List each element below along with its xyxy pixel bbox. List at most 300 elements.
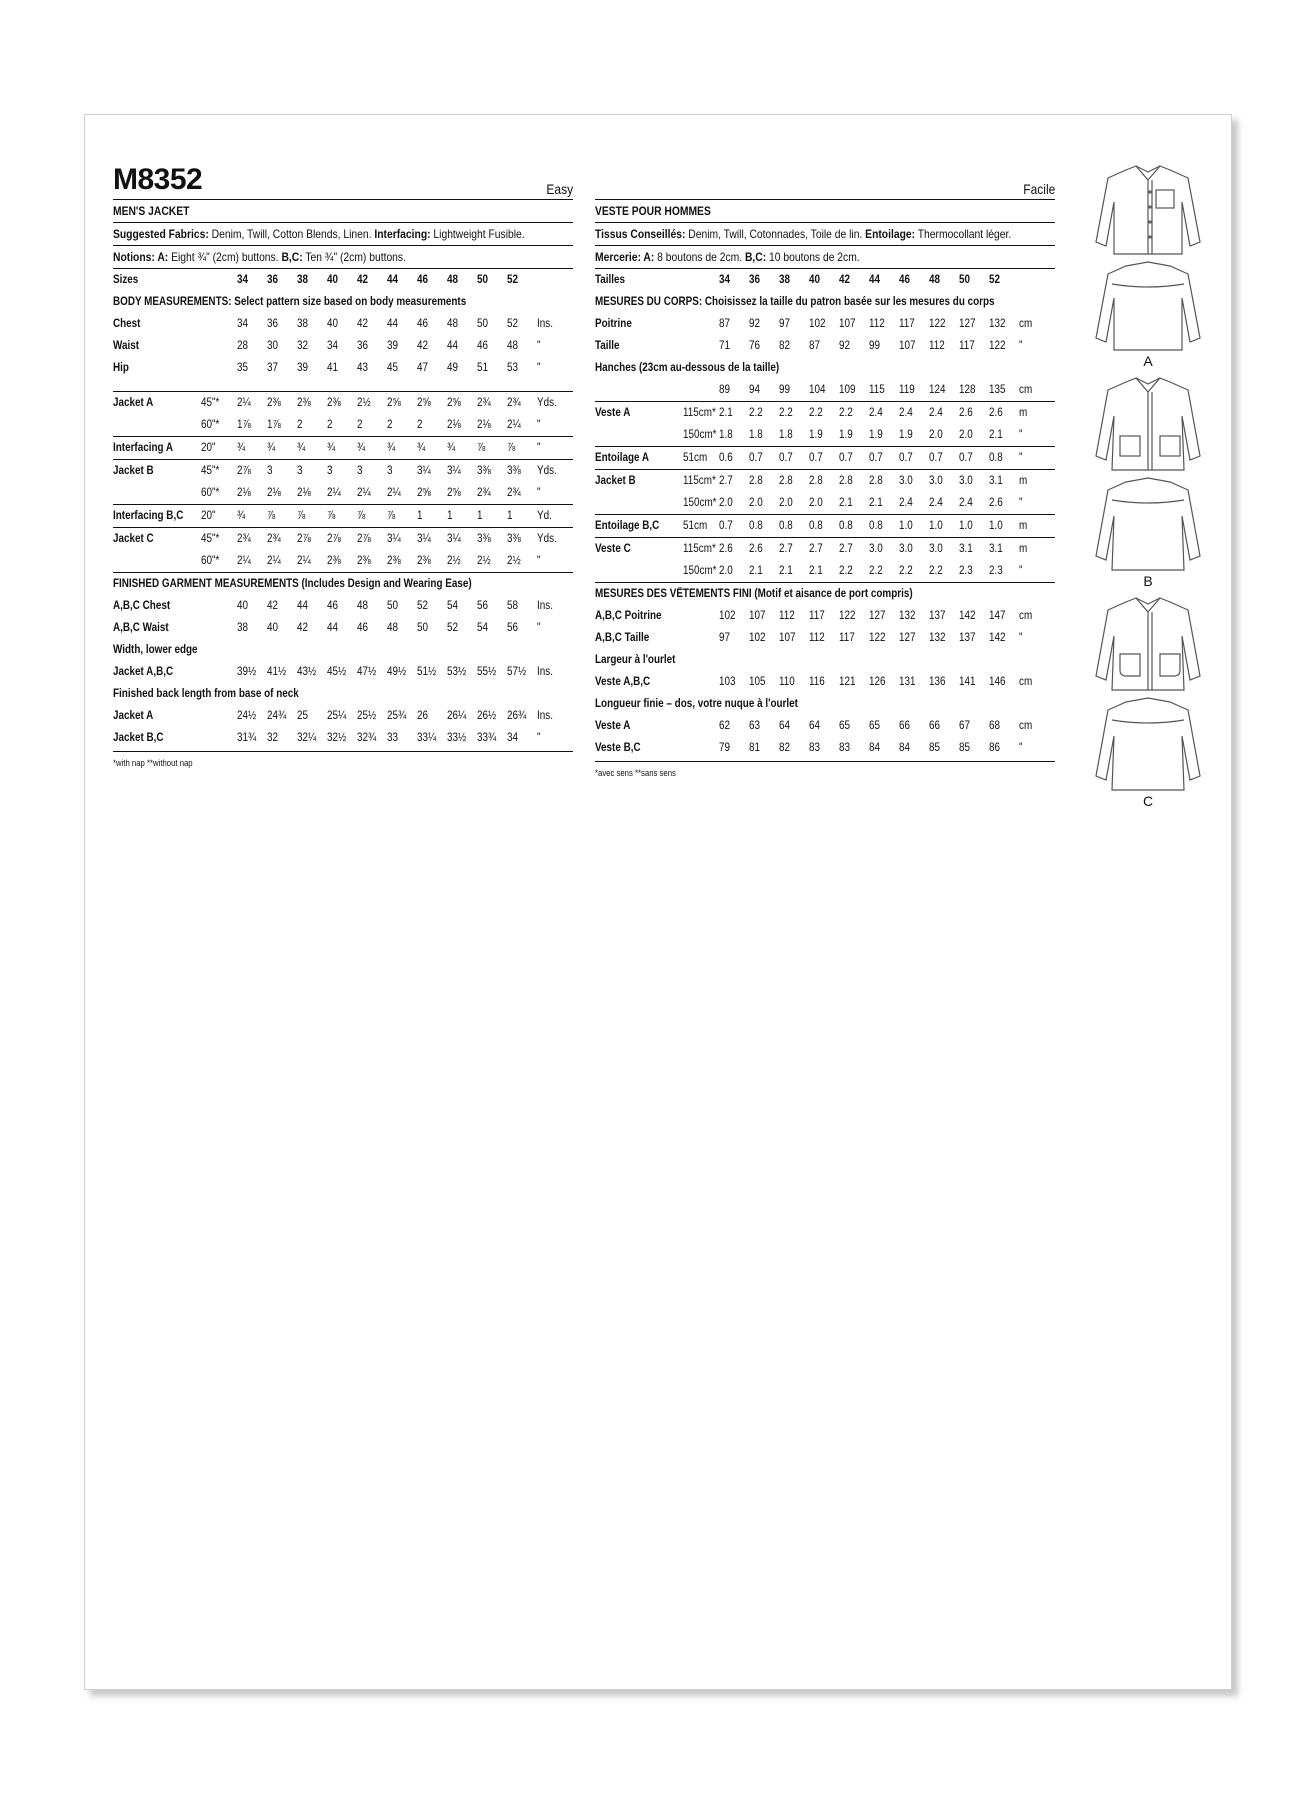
row-label: Veste A,B,C (595, 676, 651, 688)
table-cell: 2⅜ (327, 397, 341, 409)
table-cell: ⅞ (507, 442, 516, 454)
table-cell: 64 (779, 720, 791, 732)
jacket-back-yoke-icon (1090, 258, 1206, 354)
row-label: Entoilage A (595, 452, 650, 464)
table-cell: ¾ (417, 442, 426, 454)
row-label: Jacket C (113, 533, 154, 545)
table-cell: 131 (899, 676, 916, 688)
table-cell: 2⅛ (447, 419, 461, 431)
fabric-width: 115cm* (683, 475, 716, 487)
row-label: Chest (113, 318, 141, 330)
section-heading-row (595, 357, 1055, 379)
table-cell: 1.9 (839, 429, 853, 441)
table-cell: 0.6 (719, 452, 733, 464)
row-label: Jacket B,C (113, 732, 164, 744)
table-cell: 47½ (357, 666, 377, 678)
table-cell: 2⅝ (417, 487, 431, 499)
unit: Yd. (537, 510, 552, 522)
table-cell: ⅞ (357, 510, 366, 522)
table-cell: 112 (929, 340, 945, 352)
table-cell: 39 (387, 340, 399, 352)
table-cell: 55½ (477, 666, 497, 678)
table-cell: 2.2 (839, 407, 853, 419)
table-cell: 2⅜ (387, 555, 401, 567)
table-cell: 3 (297, 465, 303, 477)
table-cell: 2½ (477, 555, 491, 567)
unit: Yds. (537, 533, 557, 545)
table-cell: 1.0 (929, 520, 943, 532)
footnote: *avec sens **sans sens (595, 768, 676, 778)
table-row (595, 515, 1055, 538)
table-cell: 3.0 (929, 543, 943, 555)
table-cell: 1 (417, 510, 423, 522)
table-row (595, 715, 1055, 737)
table-cell: 39 (297, 362, 309, 374)
table-cell: 122 (929, 318, 946, 330)
table-cell: 86 (989, 742, 1001, 754)
table-cell: 38 (297, 274, 309, 286)
table-row (113, 528, 573, 551)
row-label: Interfacing B,C (113, 510, 184, 522)
table-cell: 0.8 (989, 452, 1003, 464)
table-cell: 38 (297, 318, 309, 330)
table-cell: 94 (749, 384, 761, 396)
section-heading: FINISHED GARMENT MEASUREMENTS (Includes Design and Wearing Ease) (113, 578, 472, 590)
table-row (595, 627, 1055, 649)
unit: " (537, 487, 541, 499)
table-cell: 50 (387, 600, 399, 612)
fabric-width: 150cm* (683, 565, 717, 577)
row-label: Veste A (595, 407, 631, 419)
table-cell: 1.8 (749, 429, 763, 441)
table-cell: 25¼ (327, 710, 347, 722)
fabric-width: 115cm* (683, 543, 716, 555)
row-label: Waist (113, 340, 140, 352)
view-illustrations (1090, 162, 1206, 814)
table-cell: 40 (237, 600, 249, 612)
table-cell: 2.0 (719, 565, 733, 577)
table-cell: 2 (297, 419, 303, 431)
table-cell: 122 (989, 340, 1006, 352)
footnote: *with nap **without nap (113, 758, 193, 768)
row-label: Interfacing A (113, 442, 174, 454)
section-heading: Finished back length from base of neck (113, 688, 299, 700)
table-cell: 3 (327, 465, 333, 477)
table-cell: 99 (779, 384, 791, 396)
table-cell: 89 (719, 384, 731, 396)
table-cell: 103 (719, 676, 736, 688)
table-cell: 127 (959, 318, 976, 330)
table-cell: 25¾ (387, 710, 407, 722)
notions-line: Notions: A: Eight ¾" (2cm) buttons. B,C: Ten ¾" (2cm) buttons. (113, 250, 406, 264)
table-cell: 2.4 (929, 407, 943, 419)
row-label: Taille (595, 340, 620, 352)
table-cell: 87 (809, 340, 821, 352)
table-cell: 1.0 (899, 520, 913, 532)
table-cell: 2⅜ (417, 555, 431, 567)
table-cell: 32½ (327, 732, 347, 744)
table-cell: 2¾ (477, 487, 491, 499)
table-cell: 2.6 (719, 543, 733, 555)
table-cell: 0.8 (869, 520, 883, 532)
table-row (113, 460, 573, 483)
table-cell: 44 (297, 600, 309, 612)
table-cell: 51½ (417, 666, 437, 678)
table-cell: 52 (447, 622, 459, 634)
table-cell: ¾ (297, 442, 306, 454)
table-cell: 48 (447, 318, 459, 330)
table-cell: 26¼ (447, 710, 467, 722)
table-cell: 1.0 (989, 520, 1003, 532)
table-cell: 1 (477, 510, 483, 522)
table-cell: 0.7 (899, 452, 913, 464)
table-cell: 36 (357, 340, 369, 352)
table-cell: 42 (267, 600, 279, 612)
table-cell: 2.4 (899, 497, 913, 509)
unit: " (1019, 340, 1023, 352)
table-cell: 79 (719, 742, 731, 754)
table-cell: 128 (959, 384, 976, 396)
table-cell: 84 (869, 742, 881, 754)
table-cell: 3¼ (447, 465, 461, 477)
fabric-width: 45"* (201, 397, 220, 409)
table-row (595, 424, 1055, 447)
table-cell: 2.0 (719, 497, 733, 509)
table-cell: 132 (989, 318, 1006, 330)
table-cell: 2.0 (959, 429, 973, 441)
unit: m (1019, 543, 1028, 555)
table-row (113, 727, 573, 749)
row-label: Jacket A,B,C (113, 666, 174, 678)
table-cell: 2.8 (839, 475, 853, 487)
unit: " (1019, 452, 1023, 464)
table-cell: 3⅜ (507, 533, 521, 545)
table-cell: 2.6 (989, 407, 1003, 419)
table-cell: 0.7 (869, 452, 883, 464)
table-cell: 2⅞ (357, 533, 371, 545)
table-cell: 46 (327, 600, 339, 612)
table-cell: 107 (779, 632, 796, 644)
unit: " (1019, 429, 1023, 441)
table-cell: 44 (869, 274, 881, 286)
pattern-code: M8352 (113, 163, 203, 196)
table-cell: 2.7 (809, 543, 823, 555)
table-cell: 2½ (507, 555, 521, 567)
section-heading: Longueur finie – dos, votre nuque à l'ourlet (595, 698, 798, 710)
table-cell: 107 (749, 610, 766, 622)
sizes-row (113, 269, 573, 291)
measurements-table (595, 269, 1055, 759)
table-cell: 142 (959, 610, 976, 622)
table-cell: 1.8 (779, 429, 793, 441)
table-cell: 44 (327, 622, 339, 634)
table-cell: 46 (477, 340, 489, 352)
difficulty-level: Easy (546, 181, 573, 197)
table-cell: 3 (357, 465, 363, 477)
table-cell: 1 (447, 510, 453, 522)
table-cell: 2⅝ (447, 397, 461, 409)
table-cell: 50 (477, 274, 489, 286)
section-heading-row (113, 639, 573, 661)
table-cell: 39½ (237, 666, 257, 678)
table-cell: 0.8 (839, 520, 853, 532)
table-cell: ¾ (237, 510, 246, 522)
table-cell: 3.0 (929, 475, 943, 487)
table-cell: 1.8 (719, 429, 733, 441)
section-heading-row (595, 693, 1055, 715)
table-cell: 107 (839, 318, 856, 330)
table-cell: 3¼ (417, 465, 431, 477)
table-cell: ¾ (387, 442, 396, 454)
table-cell: 2.1 (719, 407, 733, 419)
table-cell: ⅞ (477, 442, 486, 454)
table-row (595, 492, 1055, 515)
table-cell: 2¼ (237, 397, 251, 409)
table-cell: 65 (869, 720, 881, 732)
table-cell: 2¾ (237, 533, 251, 545)
table-cell: 2.7 (839, 543, 853, 555)
table-row (113, 357, 573, 379)
table-cell: 2¼ (357, 487, 371, 499)
table-cell: 54 (477, 622, 489, 634)
section-heading: MESURES DES VÊTEMENTS FINI (Motif et aisance de port compris) (595, 588, 913, 600)
table-cell: 2.8 (779, 475, 793, 487)
table-cell: 1⅞ (237, 419, 251, 431)
table-cell: ¾ (237, 442, 246, 454)
table-cell: 117 (959, 340, 975, 352)
unit: cm (1019, 610, 1033, 622)
table-cell: 116 (809, 676, 825, 688)
table-cell: 3.0 (959, 475, 973, 487)
table-cell: 97 (779, 318, 791, 330)
table-cell: 109 (839, 384, 856, 396)
unit: " (537, 555, 541, 567)
table-cell: 3.0 (869, 543, 883, 555)
table-cell: 2 (387, 419, 393, 431)
section-heading-row (113, 291, 573, 313)
table-cell: 2.1 (989, 429, 1003, 441)
table-cell: 28 (237, 340, 249, 352)
table-row (113, 661, 573, 683)
table-cell: 46 (417, 274, 429, 286)
table-cell: 46 (417, 318, 429, 330)
table-cell: 49½ (387, 666, 407, 678)
table-cell: 135 (989, 384, 1006, 396)
table-row (595, 313, 1055, 335)
table-cell: 136 (929, 676, 946, 688)
table-cell: 117 (899, 318, 915, 330)
jacket-long-back-yoke-icon (1090, 474, 1206, 574)
table-cell: 37 (267, 362, 279, 374)
table-cell: 30 (267, 340, 279, 352)
table-cell: 3.0 (899, 475, 913, 487)
table-cell: 1 (507, 510, 513, 522)
table-cell: 2.4 (929, 497, 943, 509)
table-cell: 42 (357, 318, 369, 330)
table-cell: 2.1 (749, 565, 763, 577)
table-cell: 0.7 (839, 452, 853, 464)
table-cell: 2½ (447, 555, 461, 567)
table-cell: 71 (719, 340, 731, 352)
section-heading: MESURES DU CORPS: Choisissez la taille du patron basée sur les mesures du corps (595, 296, 995, 308)
spacer-row (113, 379, 573, 392)
table-cell: 2⅜ (327, 555, 341, 567)
unit: " (1019, 632, 1023, 644)
table-cell: 44 (387, 274, 399, 286)
table-cell: 112 (869, 318, 885, 330)
table-cell: 2⅛ (237, 487, 251, 499)
table-cell: 31¾ (237, 732, 257, 744)
table-cell: 36 (749, 274, 761, 286)
table-cell: 34 (719, 274, 731, 286)
header (113, 159, 573, 195)
pattern-envelope-back (84, 114, 1232, 1690)
table-cell: 42 (297, 622, 309, 634)
table-cell: 126 (869, 676, 886, 688)
table-cell: 2¼ (327, 487, 341, 499)
table-cell: 50 (959, 274, 971, 286)
table-cell: 1⅞ (267, 419, 281, 431)
table-cell: 117 (839, 632, 855, 644)
table-cell: 32 (267, 732, 279, 744)
table-cell: 2⅞ (327, 533, 341, 545)
table-cell: 121 (839, 676, 856, 688)
table-cell: 2.2 (929, 565, 943, 577)
table-row (595, 560, 1055, 583)
table-cell: 2.6 (959, 407, 973, 419)
fabric-width: 60"* (201, 555, 220, 567)
table-cell: 50 (477, 318, 489, 330)
table-cell: 1.9 (869, 429, 883, 441)
table-cell: 52 (507, 274, 519, 286)
fabric-width: 20" (201, 442, 216, 454)
table-cell: 92 (839, 340, 851, 352)
table-cell: 48 (357, 600, 369, 612)
table-cell: 107 (899, 340, 916, 352)
table-row (595, 737, 1055, 759)
table-cell: 2.2 (839, 565, 853, 577)
table-cell: 33¾ (477, 732, 497, 744)
table-row (113, 392, 573, 415)
table-cell: 0.7 (719, 520, 733, 532)
table-cell: 3.1 (959, 543, 973, 555)
unit: " (1019, 565, 1023, 577)
table-row (113, 550, 573, 573)
section-heading-row (595, 291, 1055, 313)
table-cell: 63 (749, 720, 761, 732)
fabric-width: 20" (201, 510, 216, 522)
table-cell: 34 (327, 340, 339, 352)
unit: cm (1019, 318, 1033, 330)
table-cell: 146 (989, 676, 1006, 688)
unit: " (537, 419, 541, 431)
table-cell: 3 (387, 465, 393, 477)
table-cell: 2.0 (929, 429, 943, 441)
table-cell: 56 (477, 600, 489, 612)
table-cell: 102 (749, 632, 766, 644)
table-cell: 46 (357, 622, 369, 634)
fabric-width: 45"* (201, 533, 220, 545)
table-cell: 52 (417, 600, 429, 612)
view-label-b: B (1143, 573, 1153, 589)
row-label: A,B,C Chest (113, 600, 171, 612)
table-row (595, 538, 1055, 561)
unit: " (537, 442, 541, 454)
section-heading: Hanches (23cm au-dessous de la taille) (595, 362, 780, 374)
table-cell: 2.6 (749, 543, 763, 555)
table-cell: 2⅜ (297, 397, 311, 409)
table-cell: 127 (899, 632, 916, 644)
row-label: Jacket B (595, 475, 636, 487)
table-cell: 137 (929, 610, 946, 622)
unit: " (1019, 742, 1023, 754)
table-cell: 2.0 (809, 497, 823, 509)
table-cell: 122 (839, 610, 856, 622)
table-cell: 83 (809, 742, 821, 754)
table-cell: 2¾ (507, 487, 521, 499)
table-cell: 2.2 (749, 407, 763, 419)
table-cell: 41½ (267, 666, 287, 678)
table-cell: 52 (507, 318, 519, 330)
table-cell: 25½ (357, 710, 377, 722)
table-cell: 2 (357, 419, 363, 431)
table-cell: 51 (477, 362, 489, 374)
table-cell: 122 (869, 632, 886, 644)
table-cell: 67 (959, 720, 971, 732)
table-cell: 2.2 (779, 407, 793, 419)
table-cell: 68 (989, 720, 1001, 732)
table-cell: 24½ (237, 710, 257, 722)
table-cell: 82 (779, 340, 791, 352)
unit: " (537, 622, 541, 634)
table-cell: 2.7 (719, 475, 733, 487)
table-cell: 2.1 (809, 565, 823, 577)
table-cell: 32¾ (357, 732, 377, 744)
row-label: Tailles (595, 274, 626, 286)
table-cell: 117 (809, 610, 825, 622)
table-row (595, 671, 1055, 693)
unit: Yds. (537, 465, 557, 477)
table-cell: 102 (809, 318, 826, 330)
table-cell: 0.8 (779, 520, 793, 532)
table-cell: 0.7 (959, 452, 973, 464)
table-cell: 2⅝ (417, 397, 431, 409)
unit: cm (1019, 720, 1033, 732)
table-cell: 49 (447, 362, 459, 374)
section-heading: Width, lower edge (113, 644, 198, 656)
table-cell: 40 (267, 622, 279, 634)
table-cell: 2¼ (507, 419, 521, 431)
table-cell: 53½ (447, 666, 467, 678)
row-label: Poitrine (595, 318, 632, 330)
row-label: A,B,C Taille (595, 632, 650, 644)
table-cell: 85 (929, 742, 941, 754)
fabric-width: 150cm* (683, 497, 717, 509)
unit: " (1019, 497, 1023, 509)
table-cell: 2.8 (869, 475, 883, 487)
section-heading: BODY MEASUREMENTS: Select pattern size based on body measurements (113, 296, 467, 308)
unit: m (1019, 407, 1028, 419)
section-heading-row (595, 649, 1055, 671)
table-cell: 42 (357, 274, 369, 286)
table-cell: 48 (507, 340, 519, 352)
table-cell: 2.3 (989, 565, 1003, 577)
fabric-width: 60"* (201, 487, 220, 499)
table-cell: 42 (839, 274, 851, 286)
table-cell: 24¾ (267, 710, 287, 722)
table-cell: 41 (327, 362, 339, 374)
table-cell: ⅞ (327, 510, 336, 522)
